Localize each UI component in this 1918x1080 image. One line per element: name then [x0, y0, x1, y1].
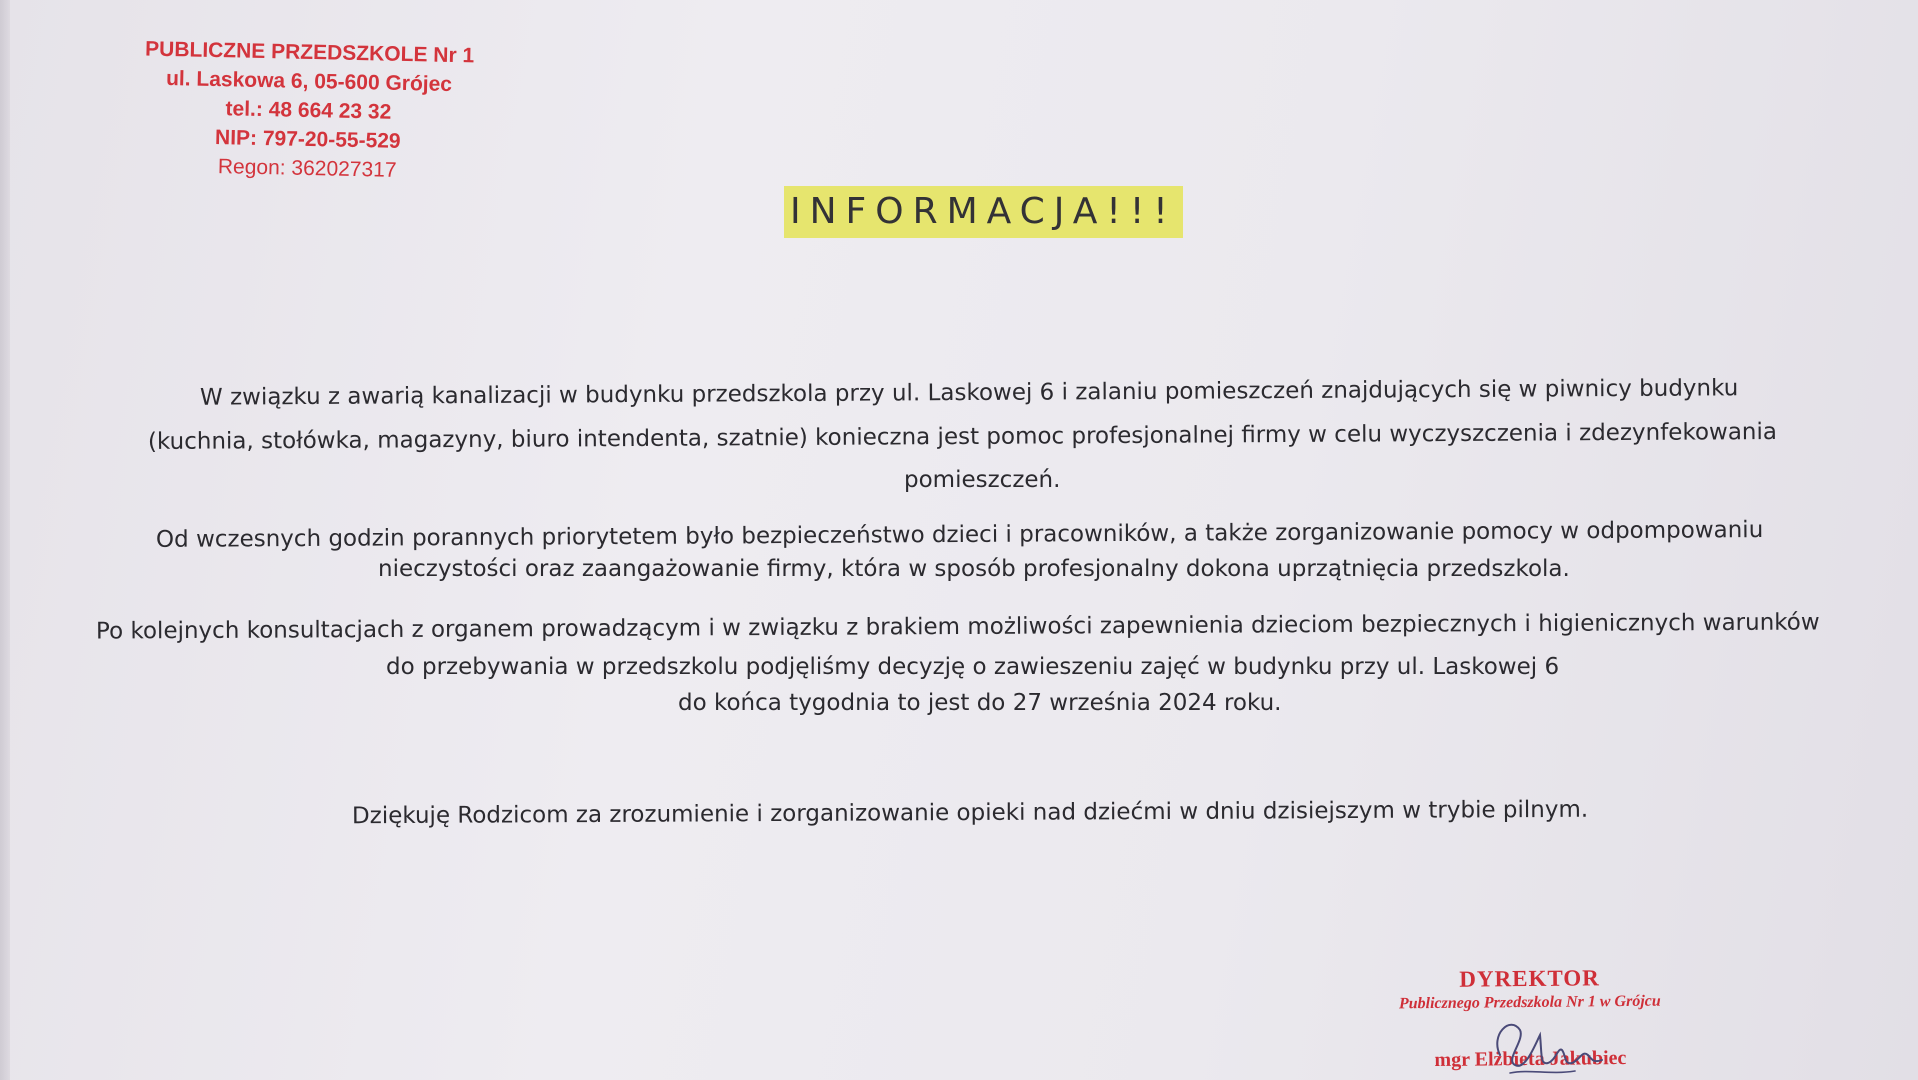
signature-subtitle: Publicznego Przedszkola Nr 1 w Grójcu — [1398, 992, 1661, 1013]
signature-name: mgr Elżbieta Jakubiec — [1434, 1046, 1627, 1072]
stamp-phone: tel.: 48 664 23 32 — [225, 97, 392, 124]
paragraph-2-line-1: Od wczesnych godzin porannych priorytetem było bezpieczeństwo dzieci i pracowników, a także zorganizowanie pomocy w odpompowaniu — [155, 517, 1764, 553]
paragraph-1-line-1: W związku z awarią kanalizacji w budynku przedszkola przy ul. Laskowej 6 i zalaniu pomieszczeń znajdujących się w piwnicy budynku — [199, 375, 1739, 411]
stamp-address: ul. Laskowa 6, 05-600 Grójec — [165, 66, 453, 96]
paragraph-3-line-1: Po kolejnych konsultacjach z organem prowadzącym i w związku z brakiem możliwości zapewnienia dzieciom bezpiecznych i higienicznych warunków — [95, 609, 1820, 645]
stamp-nip: NIP: 797-20-55-529 — [214, 126, 401, 153]
paragraph-3-line-2: do przebywania w przedszkolu podjęliśmy decyzję o zawieszeniu zajęć w budynku przy ul. Laskowej 6 — [386, 654, 1560, 680]
stamp-regon: Regon: 362027317 — [217, 155, 397, 182]
paragraph-4-line-1: Dziękuję Rodzicom za zrozumienie i zorganizowanie opieki nad dziećmi w dniu dzisiejszym w trybie pilnym. — [351, 796, 1589, 830]
paper-edge — [0, 0, 10, 1080]
institution-stamp — [117, 34, 500, 187]
signature-title: DYREKTOR — [1459, 965, 1600, 992]
handwritten-signature-icon — [1480, 1005, 1620, 1080]
paragraph-1-line-2: (kuchnia, stołówka, magazyny, biuro intendenta, szatnie) konieczna jest pomoc profesjonalnej firmy w celu wyczyszczenia i zdezynfekowania — [147, 419, 1778, 455]
paragraph-3-line-3: do końca tygodnia to jest do 27 września 2024 roku. — [678, 690, 1282, 716]
document-title: INFORMACJA!!! — [784, 186, 1183, 238]
paragraph-1-line-3: pomieszczeń. — [904, 467, 1061, 493]
stamp-institution-name: PUBLICZNE PRZEDSZKOLE Nr 1 — [144, 37, 475, 68]
paragraph-2-line-2: nieczystości oraz zaangażowanie firmy, która w sposób profesjonalny dokona uprzątnięcia przedszkola. — [378, 556, 1570, 582]
